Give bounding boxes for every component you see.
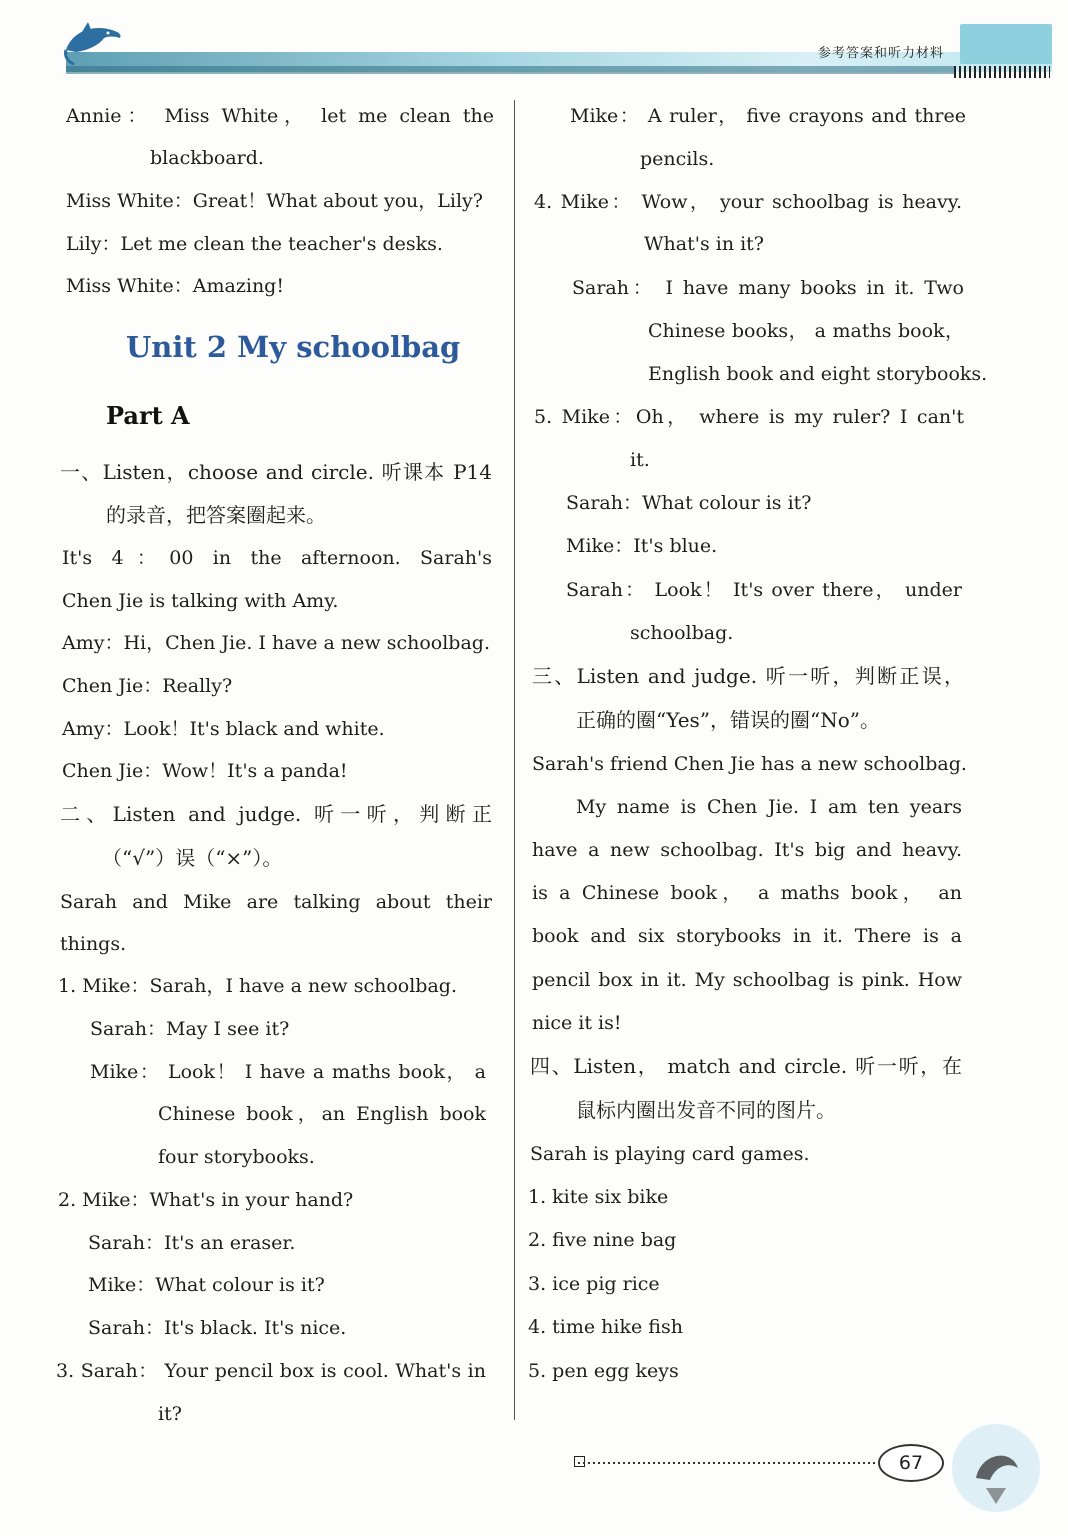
text-line: 2. Mike：What's in your hand? bbox=[58, 1189, 354, 1211]
text-line: Amy：Hi，Chen Jie. I have a new schoolbag. bbox=[62, 632, 490, 654]
text-line: What's in it? bbox=[644, 233, 764, 255]
text-line: Sarah： Look！ It's over there， under bbox=[566, 579, 962, 601]
text-line: Chinese books， a maths book， bbox=[648, 320, 964, 342]
text-line: 5. pen egg keys bbox=[528, 1360, 679, 1382]
unit-title: Unit 2 My schoolbag bbox=[126, 330, 461, 364]
text-line: Sarah：May I see it? bbox=[90, 1018, 290, 1040]
header-stripes bbox=[954, 66, 1050, 78]
text-line: Miss White：Amazing! bbox=[66, 275, 284, 297]
text-line: Sarah's friend Chen Jie has a new schoolbag. bbox=[532, 753, 967, 775]
text-line: 2. five nine bag bbox=[528, 1229, 677, 1251]
page-number: 67 bbox=[878, 1444, 944, 1482]
text-line: Sarah：It's black. It's nice. bbox=[88, 1317, 347, 1339]
text-line: schoolbag. bbox=[630, 622, 734, 644]
text-line: blackboard. bbox=[150, 147, 264, 169]
text-line: things. bbox=[60, 933, 127, 955]
text-line: Sarah： I have many books in it. Two bbox=[572, 277, 964, 299]
text-line: 1. kite six bike bbox=[528, 1186, 669, 1208]
text-line: Mike： Look！ I have a maths book， a bbox=[90, 1061, 486, 1083]
page-header bbox=[0, 0, 1068, 90]
header-band-shadow bbox=[66, 66, 956, 74]
text-line: Chen Jie：Really? bbox=[62, 675, 233, 697]
text-line: Annie： Miss White， let me clean the bbox=[66, 105, 494, 127]
text-line: English book and eight storybooks. bbox=[648, 363, 988, 385]
text-line: Mike： A ruler， five crayons and three bbox=[570, 105, 966, 127]
text-line: four storybooks. bbox=[158, 1146, 315, 1168]
text-line: 4. Mike： Wow， your schoolbag is heavy. bbox=[534, 191, 962, 213]
text-line: It's 4：00 in the afternoon. Sarah's bbox=[62, 547, 492, 569]
text-line: book and six storybooks in it. There is a bbox=[532, 925, 962, 947]
text-line: Chen Jie is talking with Amy. bbox=[62, 590, 339, 612]
text-line: 四、Listen， match and circle. 听一听，在 bbox=[530, 1054, 962, 1078]
text-line: Chen Jie：Wow！It's a panda! bbox=[62, 760, 348, 782]
column-divider bbox=[514, 100, 515, 1420]
text-line: 3. Sarah： Your pencil box is cool. What's in bbox=[56, 1360, 486, 1382]
text-line: Miss White：Great！What about you，Lily? bbox=[66, 190, 483, 212]
header-tab bbox=[960, 24, 1052, 64]
text-line: （“√”）误（“×”）。 bbox=[102, 846, 283, 870]
text-line: 的录音，把答案圈起来。 bbox=[106, 503, 326, 527]
text-line: Chinese book，an English book bbox=[158, 1103, 486, 1125]
text-line: Sarah：What colour is it? bbox=[566, 492, 812, 514]
header-title: 参考答案和听力材料 bbox=[817, 46, 944, 61]
text-line: Mike：It's blue. bbox=[566, 535, 718, 557]
text-line: 三、Listen and judge. 听一听，判断正误， bbox=[532, 664, 964, 688]
text-line: 4. time hike fish bbox=[528, 1316, 683, 1338]
text-line: nice it is! bbox=[532, 1012, 622, 1034]
text-line: it? bbox=[158, 1403, 182, 1425]
text-line: 1. Mike：Sarah，I have a new schoolbag. bbox=[58, 975, 458, 997]
text-line: Sarah and Mike are talking about their bbox=[60, 891, 492, 913]
text-line: it. bbox=[630, 449, 650, 471]
text-line: 5. Mike：Oh， where is my ruler? I can't bbox=[534, 406, 964, 428]
text-line: Sarah is playing card games. bbox=[530, 1143, 810, 1165]
text-line: Mike：What colour is it? bbox=[88, 1274, 325, 1296]
text-line: Lily：Let me clean the teacher's desks. bbox=[66, 233, 443, 255]
part-title: Part A bbox=[106, 401, 190, 430]
text-line: pencil box in it. My schoolbag is pink. How bbox=[532, 969, 962, 991]
text-line: 二、Listen and judge. 听一听，判断正 bbox=[60, 802, 492, 826]
text-line: 3. ice pig rice bbox=[528, 1273, 660, 1295]
dolphin-logo-icon bbox=[62, 20, 124, 68]
footer-dotted-line bbox=[578, 1462, 878, 1464]
text-line: have a new schoolbag. It's big and heavy. bbox=[532, 839, 962, 861]
text-line: is a Chinese book， a maths book， an bbox=[532, 882, 962, 904]
text-line: My name is Chen Jie. I am ten years bbox=[576, 796, 962, 818]
text-line: pencils. bbox=[640, 148, 715, 170]
text-line: 正确的圈“Yes”，错误的圈“No”。 bbox=[576, 708, 881, 732]
watermark-logo-icon bbox=[946, 1418, 1046, 1518]
text-line: Amy：Look！It's black and white. bbox=[62, 718, 385, 740]
text-line: 一、Listen，choose and circle. 听课本 P14 bbox=[60, 460, 492, 484]
text-line: Sarah：It's an eraser. bbox=[88, 1232, 296, 1254]
text-line: 鼠标内圈出发音不同的图片。 bbox=[576, 1098, 836, 1122]
